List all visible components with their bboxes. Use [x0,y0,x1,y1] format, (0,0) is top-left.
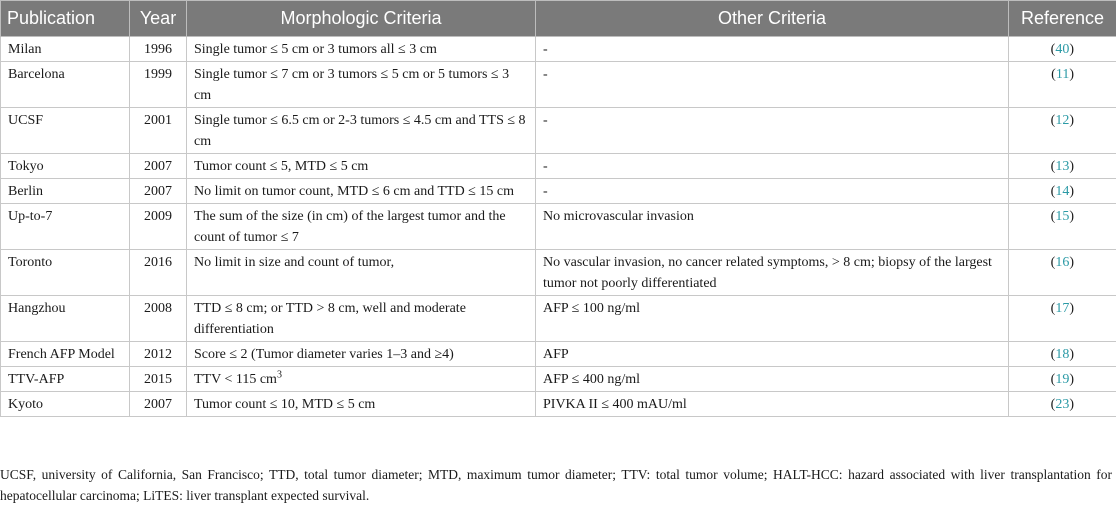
morphologic-text: TTV < 115 cm [194,372,277,387]
cell-morphologic: No limit on tumor count, MTD ≤ 6 cm and TTD ≤ 15 cm [187,179,536,204]
cell-year: 2016 [130,250,187,296]
cell-morphologic: No limit in size and count of tumor, [187,250,536,296]
cell-other: - [536,154,1009,179]
cell-morphologic: Single tumor ≤ 7 cm or 3 tumors ≤ 5 cm or 5 tumors ≤ 3 cm [187,62,536,108]
reference-link[interactable]: 16 [1055,255,1070,270]
cell-reference: (19) [1009,367,1116,392]
cell-reference: (23) [1009,392,1116,417]
superscript-exponent: 3 [276,369,282,381]
cell-other: - [536,108,1009,154]
cell-other: AFP ≤ 400 ng/ml [536,367,1009,392]
cell-reference: (16) [1009,250,1116,296]
table-row [1,108,1116,154]
cell-other: No vascular invasion, no cancer related symptoms, > 8 cm; biopsy of the largest tumor not poorly differentiated [536,250,1009,296]
cell-publication: Hangzhou [1,296,130,342]
cell-morphologic: Score ≤ 2 (Tumor diameter varies 1–3 and ≥4) [187,342,536,367]
cell-reference: (17) [1009,296,1116,342]
reference-link[interactable]: 14 [1055,184,1070,199]
cell-publication: Up-to-7 [1,204,130,250]
reference-link[interactable]: 12 [1055,113,1070,128]
cell-morphologic: TTD ≤ 8 cm; or TTD > 8 cm, well and moderate differentiation [187,296,536,342]
cell-publication: Toronto [1,250,130,296]
header-row [1,1,1116,37]
cell-publication: Barcelona [1,62,130,108]
table-row [1,367,1116,392]
cell-reference: (13) [1009,154,1116,179]
cell-other: AFP ≤ 100 ng/ml [536,296,1009,342]
cell-year: 1999 [130,62,187,108]
cell-other: - [536,37,1009,62]
cell-reference: (12) [1009,108,1116,154]
table-row [1,154,1116,179]
cell-publication: Milan [1,37,130,62]
reference-link[interactable]: 40 [1055,42,1070,57]
reference-link[interactable]: 19 [1055,372,1070,387]
cell-year: 2015 [130,367,187,392]
reference-link[interactable]: 18 [1055,347,1070,362]
cell-year: 2007 [130,392,187,417]
table-row [1,342,1116,367]
header-reference: Reference [1009,1,1116,37]
reference-link[interactable]: 15 [1055,209,1070,224]
cell-morphologic: Single tumor ≤ 6.5 cm or 2-3 tumors ≤ 4.5 cm and TTS ≤ 8 cm [187,108,536,154]
cell-publication: French AFP Model [1,342,130,367]
cell-other: No microvascular invasion [536,204,1009,250]
table-row [1,250,1116,296]
cell-morphologic: Tumor count ≤ 10, MTD ≤ 5 cm [187,392,536,417]
cell-publication: Kyoto [1,392,130,417]
header-morphologic-criteria: Morphologic Criteria [187,1,536,37]
cell-morphologic: Single tumor ≤ 5 cm or 3 tumors all ≤ 3 cm [187,37,536,62]
table-row [1,296,1116,342]
cell-reference: (18) [1009,342,1116,367]
cell-other: PIVKA II ≤ 400 mAU/ml [536,392,1009,417]
reference-link[interactable]: 13 [1055,159,1070,174]
reference-link[interactable]: 23 [1055,397,1070,412]
cell-reference: (14) [1009,179,1116,204]
cell-year: 2007 [130,179,187,204]
table-row [1,179,1116,204]
cell-publication: UCSF [1,108,130,154]
cell-publication: TTV-AFP [1,367,130,392]
cell-reference: (15) [1009,204,1116,250]
header-publication: Publication [1,1,130,37]
table-row [1,62,1116,108]
cell-morphologic: Tumor count ≤ 5, MTD ≤ 5 cm [187,154,536,179]
header-other-criteria: Other Criteria [536,1,1009,37]
table-row [1,392,1116,417]
cell-year: 2001 [130,108,187,154]
cell-other: - [536,62,1009,108]
reference-link[interactable]: 11 [1055,67,1070,82]
cell-year: 2009 [130,204,187,250]
cell-year: 2012 [130,342,187,367]
cell-publication: Berlin [1,179,130,204]
cell-year: 2007 [130,154,187,179]
reference-link[interactable]: 17 [1055,301,1070,316]
header-year: Year [130,1,187,37]
table-footnote: UCSF, university of California, San Francisco; TTD, total tumor diameter; MTD, maximum tumor diameter; TTV: total tumor volume; HALT-HCC: hazard associated with liver transplantation for hepatocellular carcinoma; LiTES: liver transplant expected survival. [0,467,1112,503]
table-row [1,37,1116,62]
cell-morphologic [187,367,536,392]
cell-other: - [536,179,1009,204]
table-row [1,204,1116,250]
cell-year: 2008 [130,296,187,342]
cell-reference: (11) [1009,62,1116,108]
cell-morphologic: The sum of the size (in cm) of the largest tumor and the count of tumor ≤ 7 [187,204,536,250]
cell-reference: (40) [1009,37,1116,62]
cell-year: 1996 [130,37,187,62]
cell-publication: Tokyo [1,154,130,179]
cell-other: AFP [536,342,1009,367]
